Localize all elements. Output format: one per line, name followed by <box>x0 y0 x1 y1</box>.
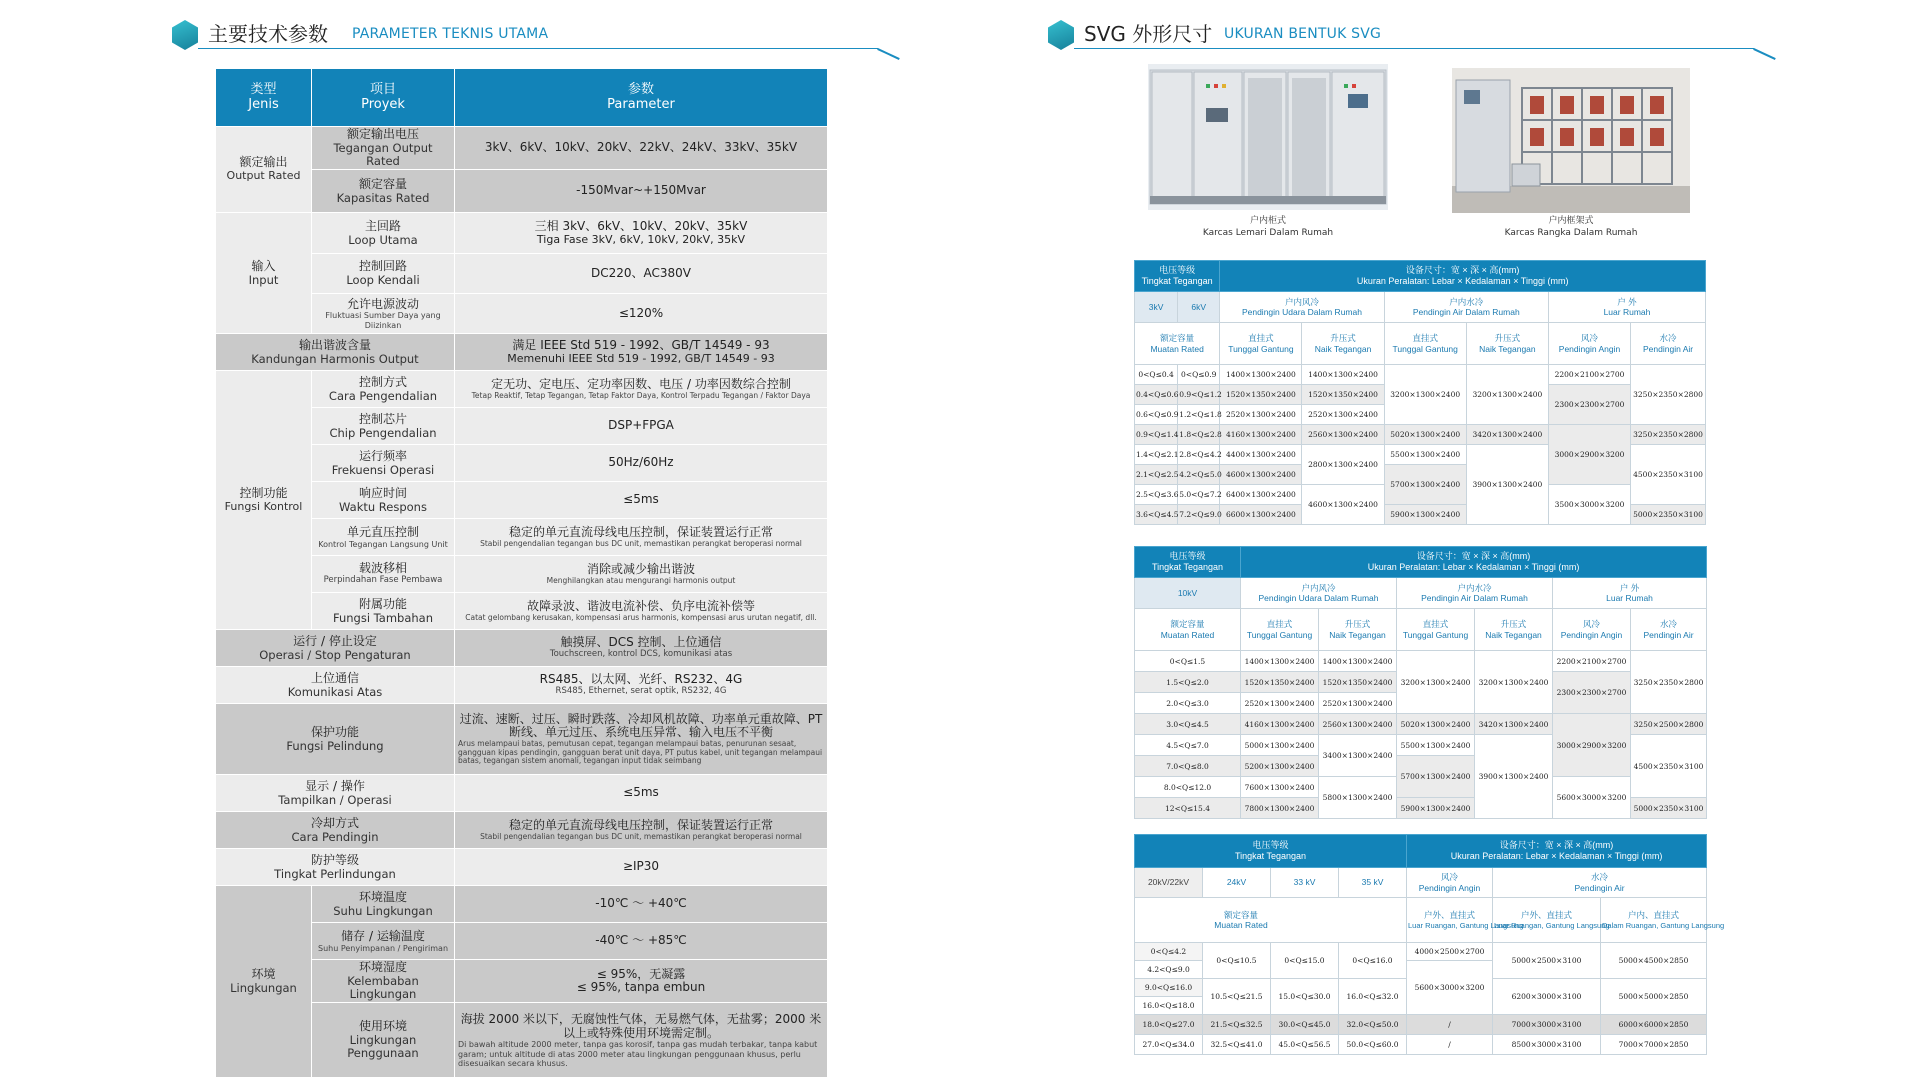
cell: 5000×1300×2400 <box>1241 735 1319 756</box>
header-underline <box>198 48 878 49</box>
cell: 4160×1300×2400 <box>1220 425 1302 445</box>
item-main-loop: 主回路 Loop Utama <box>312 213 455 254</box>
cell: 5000×5000×2850 <box>1601 979 1707 1015</box>
group-air-indoor: 户内风冷 Pendingin Udara Dalam Rumah <box>1220 292 1384 323</box>
val-cooling: 稳定的单元直流母线电压控制，保证装置运行正常 Stabil pengendalian tegangan bus DC unit, memastikan perangkat beroperasi normal <box>455 812 828 849</box>
table-row <box>1135 1035 1707 1055</box>
header-dimensions: 设备尺寸：宽 × 深 × 高(mm) Ukuran Peralatan: Lebar × Kedalaman × Tinggi (mm) <box>1241 547 1707 578</box>
cell: 5600×3000×3200 <box>1407 961 1493 1015</box>
cell: 7000×3000×3100 <box>1493 1015 1601 1035</box>
cell: 3.0<Q≤4.5 <box>1135 714 1241 735</box>
cell: 1400×1300×2400 <box>1319 651 1397 672</box>
cell: 32.5<Q≤41.0 <box>1203 1035 1271 1055</box>
table-row <box>1135 1015 1707 1035</box>
table-header-row <box>1135 835 1707 868</box>
row-ip-rating <box>216 849 828 886</box>
val-extra-function: 故障录波、谐波电流补偿、负序电流补偿等 Catat gelombang kerusakan, kompensasi arus harmonis, kompensasi arus urutan negatif, dll. <box>455 593 828 630</box>
table-header-row <box>1135 261 1706 292</box>
cell: 7600×1300×2400 <box>1241 777 1319 798</box>
val-control-loop: DC220、AC380V <box>455 254 828 294</box>
cell: 9.0<Q≤16.0 <box>1135 979 1203 997</box>
cell: 32.0<Q≤50.0 <box>1339 1015 1407 1035</box>
cell: / <box>1407 1015 1493 1035</box>
cell: 2.0<Q≤3.0 <box>1135 693 1241 714</box>
cell: 5200×1300×2400 <box>1241 756 1319 777</box>
cell: 0<Q≤10.5 <box>1203 943 1271 979</box>
cell: 2.8<Q≤4.2 <box>1178 445 1220 465</box>
header-underline <box>1074 48 1754 49</box>
cell: 3.6<Q≤4.5 <box>1135 505 1178 525</box>
row-operation <box>216 630 828 667</box>
val-response: ≤5ms <box>455 482 828 519</box>
cell: 0.9<Q≤1.4 <box>1135 425 1178 445</box>
cell: 16.0<Q≤18.0 <box>1135 997 1203 1015</box>
row-display <box>216 775 828 812</box>
cell: 0.9<Q≤1.2 <box>1178 385 1220 405</box>
item-humidity: 环境湿度 Kelembaban Lingkungan <box>312 960 455 1003</box>
cell: 3900×1300×2400 <box>1475 735 1553 819</box>
cell: 2800×1300×2400 <box>1302 445 1384 485</box>
val-operation: 触摸屏、DCS 控制、上位通信 Touchscreen, kontrol DCS, komunikasi atas <box>455 630 828 667</box>
cell: 2520×1300×2400 <box>1220 405 1302 425</box>
cell: / <box>1407 1035 1493 1055</box>
hexagon-icon <box>172 20 198 50</box>
cell: 3250×2350×2800 <box>1631 425 1706 445</box>
cell: 12<Q≤15.4 <box>1135 798 1241 819</box>
item-chip: 控制芯片 Chip Pengendalian <box>312 408 455 445</box>
cell: 5000×2350×3100 <box>1631 505 1706 525</box>
row-rated-voltage <box>216 127 828 170</box>
val-humidity: ≤ 95%，无凝露 ≤ 95%, tanpa embun <box>455 960 828 1003</box>
cat-rated-output: 额定输出 Output Rated <box>216 127 312 213</box>
cell: 21.5<Q≤32.5 <box>1203 1015 1271 1035</box>
caption-indoor-frame: 户内框架式 Karcas Rangka Dalam Rumah <box>1504 216 1638 238</box>
cell: 4.2<Q≤9.0 <box>1135 961 1203 979</box>
val-ip-rating: ≥IP30 <box>455 849 828 886</box>
cell: 7.2<Q≤9.0 <box>1178 505 1220 525</box>
cell: 1.4<Q≤2.1 <box>1135 445 1178 465</box>
section-header-right <box>1048 16 1768 60</box>
row-ambient-temp <box>216 886 828 923</box>
label-direct: 直挂式 Tunggal Gantung <box>1397 609 1475 651</box>
label-boost: 升压式 Naik Tegangan <box>1319 609 1397 651</box>
size-table-10kv <box>1134 546 1707 819</box>
voltage-24kv: 24kV <box>1203 868 1271 898</box>
cell: 2300×2300×2700 <box>1553 672 1631 714</box>
voltage-35kv: 35 kV <box>1339 868 1407 898</box>
label-wind: 风冷 Pendingin Angin <box>1553 609 1631 651</box>
cell: 6600×1300×2400 <box>1220 505 1302 525</box>
cell: 0<Q≤0.4 <box>1135 365 1178 385</box>
label-water: 水冷 Pendingin Air <box>1631 323 1706 365</box>
indoor-cabinet-photo <box>1148 64 1388 210</box>
label-direct: 直挂式 Tunggal Gantung <box>1241 609 1319 651</box>
item-dc-voltage: 单元直压控制 Kontrol Tegangan Langsung Unit <box>312 519 455 556</box>
cell: 15.0<Q≤30.0 <box>1271 979 1339 1015</box>
item-operation: 运行 / 停止设定 Operasi / Stop Pengaturan <box>216 630 455 667</box>
cell: 4.2<Q≤5.0 <box>1178 465 1220 485</box>
cell: 4160×1300×2400 <box>1241 714 1319 735</box>
cell: 5700×1300×2400 <box>1397 756 1475 798</box>
col-header-type: 类型 Jenis <box>216 69 312 127</box>
cell: 1520×1350×2400 <box>1319 672 1397 693</box>
item-frequency: 运行频率 Frekuensi Operasi <box>312 445 455 482</box>
cell: 4000×2500×2700 <box>1407 943 1493 961</box>
cell: 5900×1300×2400 <box>1384 505 1466 525</box>
cell: 7800×1300×2400 <box>1241 798 1319 819</box>
cell: 5700×1300×2400 <box>1384 465 1466 505</box>
cell: 2.1<Q≤2.5 <box>1135 465 1178 485</box>
item-display: 显示 / 操作 Tampilkan / Operasi <box>216 775 455 812</box>
subtype-row <box>1135 609 1707 651</box>
table-row <box>1135 365 1706 385</box>
cell: 4500×2350×3100 <box>1631 445 1706 505</box>
item-capacity: 额定容量 Kapasitas Rated <box>312 170 455 213</box>
section-title-zh: 主要技术参数 <box>208 22 328 46</box>
label-outdoor-direct: 户外、直挂式 Luar Ruangan, Gantung Langsung <box>1407 898 1493 943</box>
voltage-20kv-22kv: 20kV/22kV <box>1135 868 1203 898</box>
item-rated-voltage: 额定输出电压 Tegangan Output Rated <box>312 127 455 170</box>
cat-input: 输入 Input <box>216 213 312 334</box>
cell: 1.8<Q≤2.8 <box>1178 425 1220 445</box>
label-direct: 直挂式 Tunggal Gantung <box>1384 323 1466 365</box>
cell: 6000×6000×2850 <box>1601 1015 1707 1035</box>
row-control-mode <box>216 371 828 408</box>
cell: 3200×1300×2400 <box>1466 365 1548 425</box>
label-capacity: 额定容量 Muatan Rated <box>1135 323 1220 365</box>
item-ambient-temp: 环境温度 Suhu Lingkungan <box>312 886 455 923</box>
group-water-indoor: 户内水冷 Pendingin Air Dalam Rumah <box>1397 578 1553 609</box>
table-row <box>1135 943 1707 961</box>
group-water: 水冷 Pendingin Air <box>1493 868 1707 898</box>
cell: 5600×3000×3200 <box>1553 777 1631 819</box>
item-control-loop: 控制回路 Loop Kendali <box>312 254 455 294</box>
cell: 2200×2100×2700 <box>1553 651 1631 672</box>
cell: 5500×1300×2400 <box>1397 735 1475 756</box>
voltage-6kv: 6kV <box>1178 292 1220 323</box>
val-storage-temp: -40℃ ～ +85℃ <box>455 923 828 960</box>
col-header-param: 参数 Parameter <box>455 69 828 127</box>
cell: 0.6<Q≤0.9 <box>1135 405 1178 425</box>
row-protection <box>216 704 828 775</box>
cell: 3200×1300×2400 <box>1384 365 1466 425</box>
cell: 18.0<Q≤27.0 <box>1135 1015 1203 1035</box>
spec-header-row <box>216 69 828 127</box>
item-extra-function: 附属功能 Fungsi Tambahan <box>312 593 455 630</box>
item-fluctuation: 允许电源波动 Fluktuasi Sumber Daya yang Diizinkan <box>312 294 455 334</box>
cell: 3500×3000×3200 <box>1548 485 1630 525</box>
cell: 1400×1300×2400 <box>1241 651 1319 672</box>
row-main-loop <box>216 213 828 254</box>
size-table-20kv-35kv <box>1134 834 1725 1055</box>
group-outdoor: 户 外 Luar Rumah <box>1553 578 1707 609</box>
section-header-left <box>172 16 892 60</box>
cell: 5800×1300×2400 <box>1319 777 1397 819</box>
cell: 30.0<Q≤45.0 <box>1271 1015 1339 1035</box>
item-ip-rating: 防护等级 Tingkat Perlindungan <box>216 849 455 886</box>
item-phase-shift: 载波移相 Perpindahan Fase Pembawa <box>312 556 455 593</box>
indoor-frame-photo <box>1452 68 1690 213</box>
val-harmonic: 满足 IEEE Std 519 - 1992、GB/T 14549 - 93 Memenuhi IEEE Std 519 - 1992, GB/T 14549 - 93 <box>455 334 828 371</box>
section-title-zh: SVG 外形尺寸 <box>1084 22 1213 46</box>
row-communication <box>216 667 828 704</box>
cell: 7000×7000×2850 <box>1601 1035 1707 1055</box>
item-storage-temp: 储存 / 运输温度 Suhu Penyimpanan / Pengiriman <box>312 923 455 960</box>
voltage-3kv: 3kV <box>1135 292 1178 323</box>
val-display: ≤5ms <box>455 775 828 812</box>
cell: 2300×2300×2700 <box>1548 385 1630 425</box>
voltage-10kv: 10kV <box>1135 578 1241 609</box>
cell: 3400×1300×2400 <box>1319 735 1397 777</box>
cell: 2520×1300×2400 <box>1302 405 1384 425</box>
item-harmonic: 输出谐波含量 Kandungan Harmonis Output <box>216 334 455 371</box>
header-dimensions: 设备尺寸：宽 × 深 × 高(mm) Ukuran Peralatan: Lebar × Kedalaman × Tinggi (mm) <box>1407 835 1707 868</box>
cell: 5020×1300×2400 <box>1384 425 1466 445</box>
cell: 3420×1300×2400 <box>1475 714 1553 735</box>
cell: 8.0<Q≤12.0 <box>1135 777 1241 798</box>
val-fluctuation: ≤120% <box>455 294 828 334</box>
item-response: 响应时间 Waktu Respons <box>312 482 455 519</box>
val-protection: 过流、速断、过压、瞬时跌落、冷却风机故障、功率单元重故障、PT 断线、单元过压、系统电压异常、输入电压不平衡 Arus melampaui batas, pemutusan cepat, tegangan melampaui batas, penurunan sesaat, gangguan kipas pendingin, gangguan berat unit daya, PT putus kabel, unit tegangan melampaui batas, tegangan sistem anomali, tegangan input tidak seimbang <box>455 704 828 775</box>
cell: 2.5<Q≤3.6 <box>1135 485 1178 505</box>
cell: 5000×2350×3100 <box>1631 798 1707 819</box>
val-dc-voltage: 稳定的单元直流母线电压控制，保证装置运行正常 Stabil pengendalian tegangan bus DC unit, memastikan perangkat beroperasi normal <box>455 519 828 556</box>
group-air-indoor: 户内风冷 Pendingin Udara Dalam Rumah <box>1241 578 1397 609</box>
cell: 4600×1300×2400 <box>1302 485 1384 525</box>
cell: 0<Q≤0.9 <box>1178 365 1220 385</box>
cell: 1520×1350×2400 <box>1220 385 1302 405</box>
val-frequency: 50Hz/60Hz <box>455 445 828 482</box>
cell: 2560×1300×2400 <box>1319 714 1397 735</box>
cell: 5020×1300×2400 <box>1397 714 1475 735</box>
section-title-id: UKURAN BENTUK SVG <box>1224 26 1382 42</box>
cell: 1.5<Q≤2.0 <box>1135 672 1241 693</box>
frame-illustration <box>1452 68 1690 213</box>
label-boost: 升压式 Naik Tegangan <box>1466 323 1548 365</box>
header-underline-tail <box>1753 48 1775 60</box>
val-main-loop: 三相 3kV、6kV、10kV、20kV、35kV Tiga Fase 3kV, 6kV, 10kV, 20kV, 35kV <box>455 213 828 254</box>
cell: 1400×1300×2400 <box>1302 365 1384 385</box>
header-voltage-level: 电压等级 Tingkat Tegangan <box>1135 547 1241 578</box>
cell: 3900×1300×2400 <box>1466 445 1548 525</box>
group-outdoor: 户 外 Luar Rumah <box>1548 292 1705 323</box>
val-capacity: -150Mvar~+150Mvar <box>455 170 828 213</box>
size-table-3kv-6kv <box>1134 260 1706 525</box>
item-usage-env: 使用环境 Lingkungan Penggunaan <box>312 1003 455 1078</box>
val-rated-voltage: 3kV、6kV、10kV、20kV、22kV、24kV、33kV、35kV <box>455 127 828 170</box>
voltage-group-row <box>1135 868 1707 898</box>
cell: 0.4<Q≤0.6 <box>1135 385 1178 405</box>
cell: 4.5<Q≤7.0 <box>1135 735 1241 756</box>
item-control-mode: 控制方式 Cara Pengendalian <box>312 371 455 408</box>
cell: 3250×2500×2800 <box>1631 714 1707 735</box>
val-usage-env: 海拔 2000 米以下，无腐蚀性气体，无易燃气体，无盐雾；2000 米以上或特殊使用环境需定制。 Di bawah altitude 2000 meter, tanpa gas korosif, tanpa gas mudah terbakar, tanpa kabut garam; untuk altitude di atas 2000 meter atau lingkungan penggunaan khusus, perlu disesuaikan secara khusus. <box>455 1003 828 1078</box>
cell: 1400×1300×2400 <box>1220 365 1302 385</box>
header-voltage-level: 电压等级 Tingkat Tegangan <box>1135 261 1220 292</box>
section-title-id: PARAMETER TEKNIS UTAMA <box>352 26 549 42</box>
cell: 3420×1300×2400 <box>1466 425 1548 445</box>
cell: 4600×1300×2400 <box>1220 465 1302 485</box>
cell: 2200×2100×2700 <box>1548 365 1630 385</box>
header-dimensions: 设备尺寸：宽 × 深 × 高(mm) Ukuran Peralatan: Lebar × Kedalaman × Tinggi (mm) <box>1220 261 1706 292</box>
cell: 5.0<Q≤7.2 <box>1178 485 1220 505</box>
item-cooling: 冷却方式 Cara Pendingin <box>216 812 455 849</box>
cell: 3200×1300×2400 <box>1397 651 1475 714</box>
cell: 5500×1300×2400 <box>1384 445 1466 465</box>
cell: 45.0<Q≤56.5 <box>1271 1035 1339 1055</box>
cell: 10.5<Q≤21.5 <box>1203 979 1271 1015</box>
cell: 3250×2350×2800 <box>1631 651 1707 714</box>
cell: 0<Q≤1.5 <box>1135 651 1241 672</box>
cell: 4400×1300×2400 <box>1220 445 1302 465</box>
val-control-mode: 定无功、定电压、定功率因数、电压 / 功率因数综合控制 Tetap Reaktif, Tetap Tegangan, Tetap Faktor Daya, Kontrol Terpadu Tegangan / Faktor Daya <box>455 371 828 408</box>
header-voltage-level: 电压等级 Tingkat Tegangan <box>1135 835 1407 868</box>
cell: 1520×1350×2400 <box>1241 672 1319 693</box>
group-water-indoor: 户内水冷 Pendingin Air Dalam Rumah <box>1384 292 1548 323</box>
cell: 3250×2350×2800 <box>1631 365 1706 425</box>
cell: 6200×3000×3100 <box>1493 979 1601 1015</box>
cell: 8500×3000×3100 <box>1493 1035 1601 1055</box>
cat-control-function: 控制功能 Fungsi Kontrol <box>216 371 312 630</box>
cabinet-illustration <box>1148 64 1388 210</box>
label-indoor-direct: 户内、直挂式 Dalam Ruangan, Gantung Langsung <box>1601 898 1707 943</box>
cell: 0<Q≤16.0 <box>1339 943 1407 979</box>
header-underline-tail <box>877 48 899 60</box>
table-row <box>1135 651 1707 672</box>
label-wind: 风冷 Pendingin Angin <box>1548 323 1630 365</box>
cell: 50.0<Q≤60.0 <box>1339 1035 1407 1055</box>
item-communication: 上位通信 Komunikasi Atas <box>216 667 455 704</box>
cell: 3200×1300×2400 <box>1475 651 1553 714</box>
row-cooling <box>216 812 828 849</box>
cell: 0<Q≤4.2 <box>1135 943 1203 961</box>
cell: 27.0<Q≤34.0 <box>1135 1035 1203 1055</box>
val-chip: DSP+FPGA <box>455 408 828 445</box>
val-ambient-temp: -10℃ ～ +40℃ <box>455 886 828 923</box>
cell: 16.0<Q≤32.0 <box>1339 979 1407 1015</box>
cat-environment: 环境 Lingkungan <box>216 886 312 1078</box>
label-capacity: 额定容量 Muatan Rated <box>1135 898 1407 943</box>
group-wind: 风冷 Pendingin Angin <box>1407 868 1493 898</box>
cell: 7.0<Q≤8.0 <box>1135 756 1241 777</box>
subtype-row <box>1135 898 1707 943</box>
table-header-row <box>1135 547 1707 578</box>
voltage-group-row <box>1135 292 1706 323</box>
col-header-item: 项目 Proyek <box>312 69 455 127</box>
label-boost: 升压式 Naik Tegangan <box>1475 609 1553 651</box>
cell: 0<Q≤15.0 <box>1271 943 1339 979</box>
caption-indoor-cabinet: 户内柜式 Karcas Lemari Dalam Rumah <box>1202 216 1334 238</box>
cell: 2520×1300×2400 <box>1241 693 1319 714</box>
label-boost: 升压式 Naik Tegangan <box>1302 323 1384 365</box>
row-harmonic <box>216 334 828 371</box>
label-water: 水冷 Pendingin Air <box>1631 609 1707 651</box>
cell: 3000×2900×3200 <box>1548 425 1630 485</box>
table-row <box>1135 425 1706 445</box>
cell: 1.2<Q≤1.8 <box>1178 405 1220 425</box>
voltage-33kv: 33 kV <box>1271 868 1339 898</box>
cell: 4500×2350×3100 <box>1631 735 1707 798</box>
subtype-row <box>1135 323 1706 365</box>
item-protection: 保护功能 Fungsi Pelindung <box>216 704 455 775</box>
label-capacity: 额定容量 Muatan Rated <box>1135 609 1241 651</box>
val-communication: RS485、以太网、光纤、RS232、4G RS485, Ethernet, serat optik, RS232, 4G <box>455 667 828 704</box>
cell: 5900×1300×2400 <box>1397 798 1475 819</box>
cell: 6400×1300×2400 <box>1220 485 1302 505</box>
cell: 5000×2500×3100 <box>1493 943 1601 979</box>
cell: 1520×1350×2400 <box>1302 385 1384 405</box>
label-outdoor-direct: 户外、直挂式 Luar Ruangan, Gantung Langsung <box>1493 898 1601 943</box>
cell: 2560×1300×2400 <box>1302 425 1384 445</box>
cell: 5000×4500×2850 <box>1601 943 1707 979</box>
spec-table <box>215 68 828 1078</box>
label-direct: 直挂式 Tunggal Gantung <box>1220 323 1302 365</box>
val-phase-shift: 消除或减少输出谐波 Menghilangkan atau mengurangi harmonis output <box>455 556 828 593</box>
cell: 2520×1300×2400 <box>1319 693 1397 714</box>
cell: 3000×2900×3200 <box>1553 714 1631 777</box>
voltage-group-row <box>1135 578 1707 609</box>
hexagon-icon <box>1048 20 1074 50</box>
table-row <box>1135 714 1707 735</box>
